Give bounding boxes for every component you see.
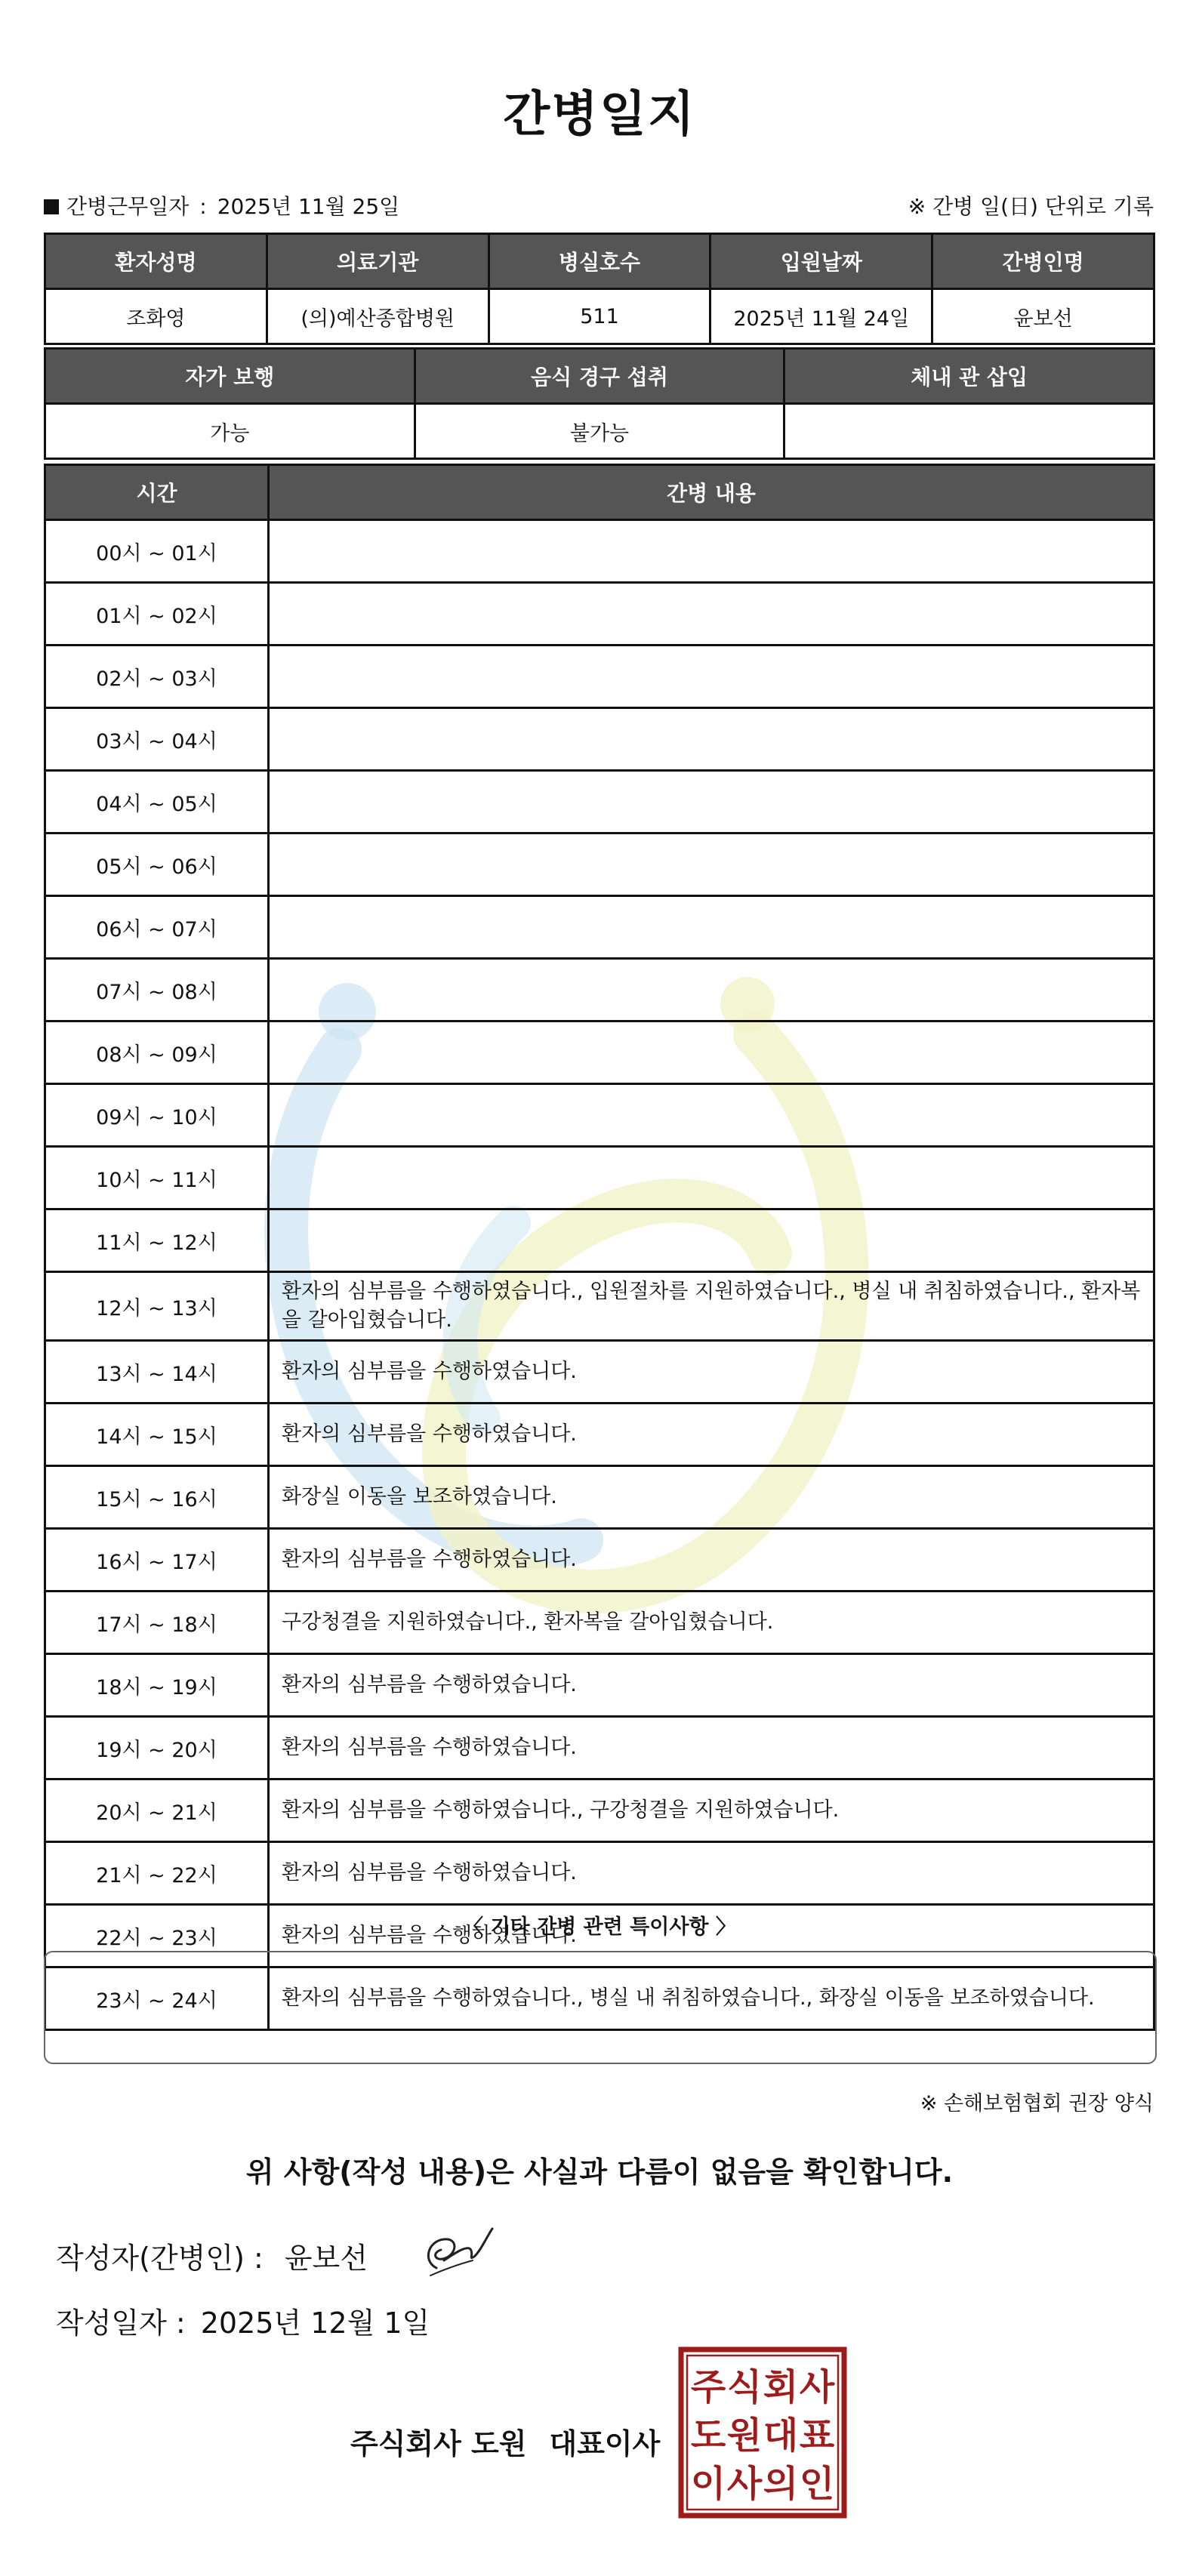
patient-status-table [44,347,1155,460]
log-content [269,646,1154,708]
log-content: 환자의 심부름을 수행하였습니다. [269,1529,1154,1592]
log-content [269,708,1154,771]
hospital-name: (의)예산종합병원 [267,289,489,344]
self-walking-value: 가능 [45,404,415,459]
log-time: 04시 ~ 05시 [45,771,269,834]
written-date-label: 작성일자 : [56,2306,186,2340]
svg-text:인: 인 [799,2463,835,2505]
svg-text:사: 사 [726,2463,763,2505]
square-bullet-icon [44,199,59,214]
unit-note: ※ 간병 일(日) 단위로 기록 [908,194,1154,219]
log-row [45,1209,1154,1272]
log-content: 화장실 이동을 보조하였습니다. [269,1466,1154,1529]
log-row [45,1842,1154,1905]
log-row [45,1779,1154,1842]
svg-text:원: 원 [726,2414,763,2457]
log-time: 14시 ~ 15시 [45,1404,269,1466]
log-time: 07시 ~ 08시 [45,959,269,1021]
status-header-row [45,349,1154,404]
log-time: 21시 ~ 22시 [45,1842,269,1905]
notes-box [44,1951,1157,2064]
header-caregiver-name: 간병인명 [932,234,1154,289]
log-content [269,771,1154,834]
svg-text:표: 표 [799,2414,835,2457]
log-content: 구강청결을 지원하였습니다., 환자복을 갈아입혔습니다. [269,1592,1154,1654]
log-row [45,771,1154,834]
log-time: 16시 ~ 17시 [45,1529,269,1592]
work-date-value: 2025년 11월 25일 [217,194,400,219]
log-time: 11시 ~ 12시 [45,1209,269,1272]
header-self-walking: 자가 보행 [45,349,415,404]
log-time: 12시 ~ 13시 [45,1272,269,1341]
header-hospital: 의료기관 [267,234,489,289]
patient-header-row [45,234,1154,289]
log-content [269,1084,1154,1147]
log-body [45,520,1154,2030]
log-time: 09시 ~ 10시 [45,1084,269,1147]
log-time: 13시 ~ 14시 [45,1341,269,1404]
work-date-separator: : [199,194,207,219]
log-content [269,834,1154,896]
svg-text:사: 사 [799,2366,835,2408]
log-row [45,1592,1154,1654]
log-time: 20시 ~ 21시 [45,1779,269,1842]
care-log-table [44,464,1155,2031]
svg-text:도: 도 [690,2414,726,2457]
log-content: 환자의 심부름을 수행하였습니다., 병실 내 취침하였습니다., 화장실 이동을 보조하였습니다. [269,1967,1154,2030]
admission-date: 2025년 11월 24일 [710,289,932,344]
log-time: 17시 ~ 18시 [45,1592,269,1654]
signature-icon [414,2223,497,2283]
log-content: 환자의 심부름을 수행하였습니다. [269,1842,1154,1905]
log-content: 환자의 심부름을 수행하였습니다. [269,1905,1154,1967]
writer-line [56,2235,368,2276]
work-date-label: 간병근무일자 [66,194,190,219]
log-time: 10시 ~ 11시 [45,1147,269,1209]
log-row [45,1021,1154,1084]
log-time: 06시 ~ 07시 [45,896,269,959]
log-content [269,583,1154,646]
log-row [45,1466,1154,1529]
document-title: 간병일지 [503,87,696,143]
header-care-content: 간병 내용 [269,465,1154,520]
log-time: 01시 ~ 02시 [45,583,269,646]
company-rep-title: 대표이사 [549,2427,661,2460]
oral-intake-value: 불가능 [415,404,784,459]
log-time: 08시 ~ 09시 [45,1021,269,1084]
status-value-row [45,404,1154,459]
log-row [45,959,1154,1021]
log-row [45,708,1154,771]
patient-info-table [44,233,1155,345]
company-name: 주식회사 도원 [350,2427,527,2460]
log-row [45,1341,1154,1404]
log-content: 환자의 심부름을 수행하였습니다., 구강청결을 지원하였습니다. [269,1779,1154,1842]
log-row [45,896,1154,959]
log-time: 03시 ~ 04시 [45,708,269,771]
room-number: 511 [489,289,710,344]
header-patient-name: 환자성명 [45,234,267,289]
log-time: 05시 ~ 06시 [45,834,269,896]
log-content [269,520,1154,583]
notes-heading: 〈 기타 간병 관련 특이사항 〉 [463,1915,736,1939]
log-header-row [45,465,1154,520]
work-date-line [44,190,399,220]
log-row [45,1717,1154,1779]
log-row [45,834,1154,896]
svg-text:대: 대 [763,2414,799,2457]
log-content [269,1209,1154,1272]
svg-text:이: 이 [690,2463,726,2505]
log-time: 18시 ~ 19시 [45,1654,269,1717]
header-tube-insertion: 체내 관 삽입 [784,349,1154,404]
company-line [350,2420,660,2462]
log-content [269,896,1154,959]
patient-name: 조화영 [45,289,267,344]
svg-text:주: 주 [690,2366,726,2408]
log-row [45,1147,1154,1209]
log-row [45,520,1154,583]
svg-text:회: 회 [763,2366,799,2408]
header-time: 시간 [45,465,269,520]
log-content [269,1147,1154,1209]
log-row [45,646,1154,708]
log-content [269,1021,1154,1084]
log-time: 23시 ~ 24시 [45,1967,269,2030]
log-time: 22시 ~ 23시 [45,1905,269,1967]
tube-insertion-value [784,404,1154,459]
log-content: 환자의 심부름을 수행하였습니다. [269,1341,1154,1404]
log-row [45,1529,1154,1592]
company-seal-icon [678,2346,847,2519]
header-room: 병실호수 [489,234,710,289]
writer-name: 윤보선 [284,2242,368,2275]
log-content: 환자의 심부름을 수행하였습니다. [269,1404,1154,1466]
svg-text:식: 식 [726,2366,763,2408]
log-content: 환자의 심부름을 수행하였습니다. [269,1717,1154,1779]
confirmation-statement: 위 사항(작성 내용)은 사실과 다름이 없음을 확인합니다. [245,2155,954,2189]
written-date-value: 2025년 12월 1일 [200,2306,430,2340]
log-row [45,583,1154,646]
log-time: 15시 ~ 16시 [45,1466,269,1529]
log-time: 19시 ~ 20시 [45,1717,269,1779]
log-row [45,1084,1154,1147]
log-content: 환자의 심부름을 수행하였습니다., 입원절차를 지원하였습니다., 병실 내 취침하였습니다., 환자복을 갈아입혔습니다. [269,1272,1154,1341]
log-content: 환자의 심부름을 수행하였습니다. [269,1654,1154,1717]
patient-value-row [45,289,1154,344]
written-date-line [56,2300,430,2341]
log-content [269,959,1154,1021]
svg-text:의: 의 [763,2463,799,2505]
caregiver-name: 윤보선 [932,289,1154,344]
header-oral-intake: 음식 경구 섭취 [415,349,784,404]
log-row [45,1404,1154,1466]
writer-label: 작성자(간병인) : [56,2242,264,2275]
log-row [45,1654,1154,1717]
log-row [45,1272,1154,1341]
form-note: ※ 손해보험협회 권장 양식 [920,2092,1154,2115]
log-time: 00시 ~ 01시 [45,520,269,583]
log-time: 02시 ~ 03시 [45,646,269,708]
header-admission-date: 입원날짜 [710,234,932,289]
